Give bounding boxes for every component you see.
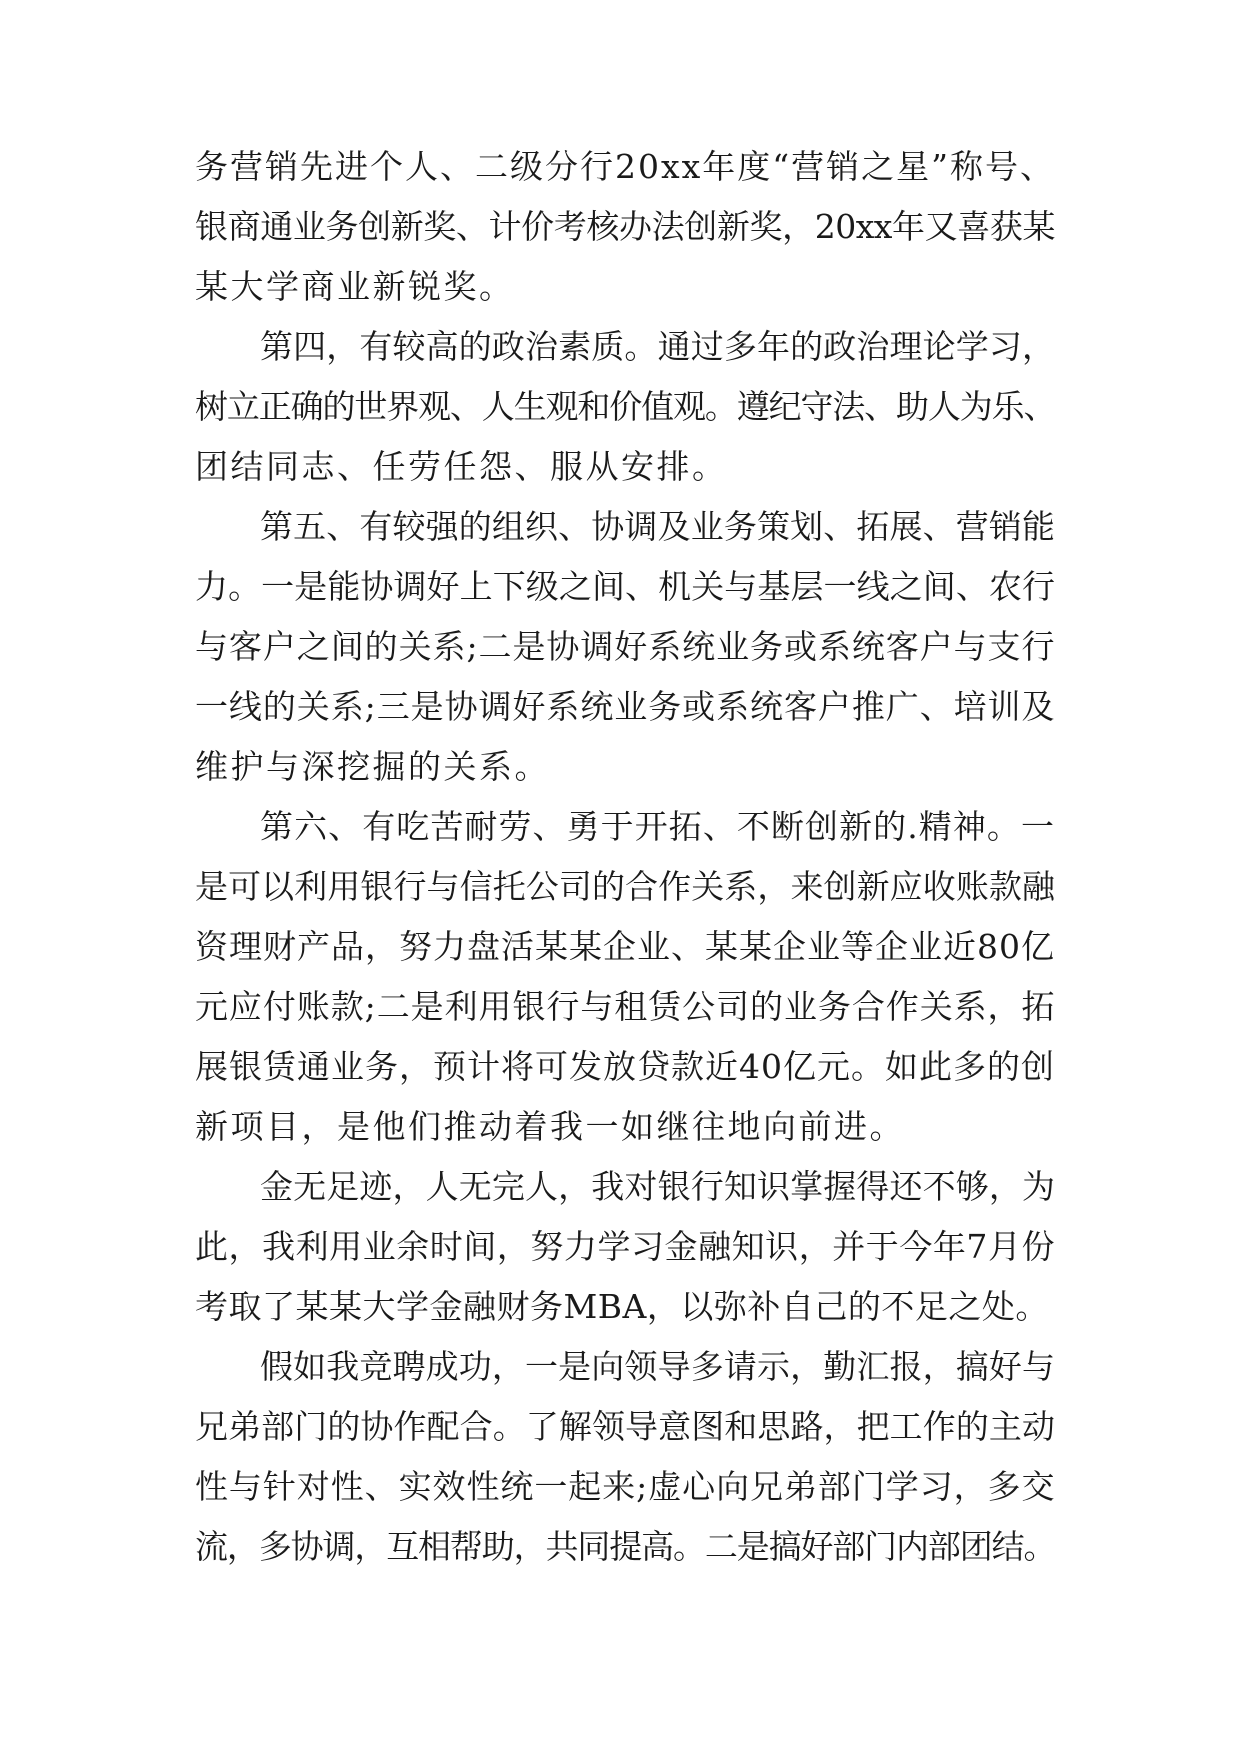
paragraph-first-line: 假如我竞聘成功，一是向领导多请示，勤汇报，搞好与 bbox=[260, 1347, 1055, 1386]
paragraph-first-line: 第六、有吃苦耐劳、勇于开拓、不断创新的.精神。一 bbox=[260, 807, 1055, 846]
text-line: 新项目，是他们推动着我一如继往地向前进。 bbox=[195, 1107, 905, 1146]
text-line: 兄弟部门的协作配合。了解领导意图和思路，把工作的主动 bbox=[195, 1407, 1055, 1446]
text-line: 务营销先进个人、二级分行20xx年度“营销之星”称号、 bbox=[195, 147, 1055, 186]
text-line: 此，我利用业余时间，努力学习金融知识，并于今年7月份 bbox=[195, 1227, 1055, 1266]
text-line: 某大学商业新锐奖。 bbox=[195, 267, 515, 306]
text-line: 维护与深挖掘的关系。 bbox=[195, 747, 550, 786]
text-line: 性与针对性、实效性统一起来;虚心向兄弟部门学习，多交 bbox=[195, 1467, 1055, 1506]
paragraph-first-line: 第四，有较高的政治素质。通过多年的政治理论学习， bbox=[260, 327, 1055, 366]
text-line: 团结同志、任劳任怨、服从安排。 bbox=[195, 447, 728, 486]
text-line: 考取了某某大学金融财务MBA，以弥补自己的不足之处。 bbox=[195, 1287, 1049, 1326]
text-line: 是可以利用银行与信托公司的合作关系，来创新应收账款融 bbox=[195, 867, 1055, 906]
text-line: 元应付账款;二是利用银行与租赁公司的业务合作关系，拓 bbox=[195, 987, 1055, 1026]
paragraph-first-line: 金无足迹，人无完人，我对银行知识掌握得还不够，为 bbox=[260, 1167, 1055, 1206]
text-line: 与客户之间的关系;二是协调好系统业务或系统客户与支行 bbox=[195, 627, 1055, 666]
text-line: 银商通业务创新奖、计价考核办法创新奖，20xx年又喜获某 bbox=[195, 207, 1055, 246]
text-line: 流，多协调，互相帮助，共同提高。二是搞好部门内部团结。 bbox=[195, 1527, 1055, 1566]
text-line: 资理财产品，努力盘活某某企业、某某企业等企业近80亿 bbox=[195, 927, 1055, 966]
text-line: 一线的关系;三是协调好系统业务或系统客户推广、培训及 bbox=[195, 687, 1055, 726]
paragraph-first-line: 第五、有较强的组织、协调及业务策划、拓展、营销能 bbox=[260, 507, 1055, 546]
text-line: 树立正确的世界观、人生观和价值观。遵纪守法、助人为乐、 bbox=[195, 387, 1055, 426]
text-line: 展银赁通业务，预计将可发放贷款近40亿元。如此多的创 bbox=[195, 1047, 1055, 1086]
text-line: 力。一是能协调好上下级之间、机关与基层一线之间、农行 bbox=[195, 567, 1055, 606]
